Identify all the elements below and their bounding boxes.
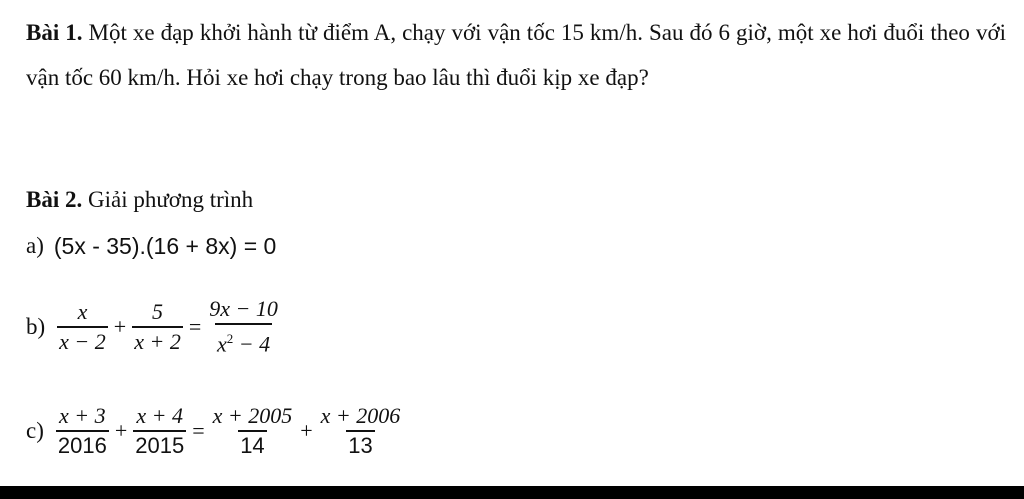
bottom-border — [0, 486, 1024, 499]
equation-b-fraction-1 — [57, 298, 108, 356]
plus-operator: + — [113, 314, 127, 339]
equation-a-label: a) — [26, 233, 44, 258]
numerator: x + 4 — [136, 403, 184, 428]
equation-b-label: b) — [26, 314, 46, 339]
denominator: 2016 — [56, 430, 109, 460]
equation-c-fraction-2 — [133, 402, 186, 460]
equation-c — [26, 392, 404, 470]
numerator: x + 2006 — [320, 403, 401, 428]
equation-c-fraction-4 — [319, 402, 403, 460]
equation-a-expression: (5x - 35).(16 + 8x) = 0 — [53, 232, 277, 259]
denominator-rest: − 4 — [233, 331, 271, 357]
equation-c-fraction-1 — [56, 402, 109, 460]
problem-1-text: Một xe đạp khởi hành từ điểm A, chạy với vận tốc 15 km/h. Sau đó 6 giờ, một xe hơi đuổi theo với vận tốc 60 km/h. Hỏi xe hơi chạy trong bao lâu thì đuổi kịp xe đạp? — [26, 20, 1006, 90]
problem-2-heading — [26, 180, 253, 220]
denominator: 14 — [238, 430, 266, 460]
numerator: 5 — [152, 299, 164, 324]
denominator: 2015 — [133, 430, 186, 460]
equation-a — [26, 228, 276, 264]
numerator: x + 2005 — [212, 403, 293, 428]
equation-b-fraction-3 — [207, 295, 280, 358]
numerator: x — [77, 299, 88, 324]
problem-1 — [26, 10, 1006, 100]
numerator: 9x − 10 — [209, 296, 278, 322]
problem-2-subtitle: Giải phương trình — [87, 187, 254, 212]
equation-c-fraction-3 — [211, 402, 295, 460]
equation-c-label: c) — [26, 418, 44, 443]
problem-2-title: Bài 2. — [26, 187, 83, 212]
denominator-base: x — [217, 331, 227, 357]
equals-operator: = — [188, 314, 202, 339]
plus-operator: + — [114, 418, 128, 443]
denominator: x − 2 — [59, 329, 106, 354]
plus-operator: + — [300, 418, 313, 443]
exponent: 2 — [226, 331, 234, 347]
equation-b-fraction-2 — [132, 298, 183, 356]
denominator: x + 2 — [134, 329, 181, 354]
numerator: x + 3 — [59, 403, 106, 428]
denominator: 13 — [346, 430, 374, 460]
problem-1-title: Bài 1. — [26, 20, 83, 45]
equals-operator: = — [192, 418, 205, 443]
equation-b — [26, 294, 282, 360]
